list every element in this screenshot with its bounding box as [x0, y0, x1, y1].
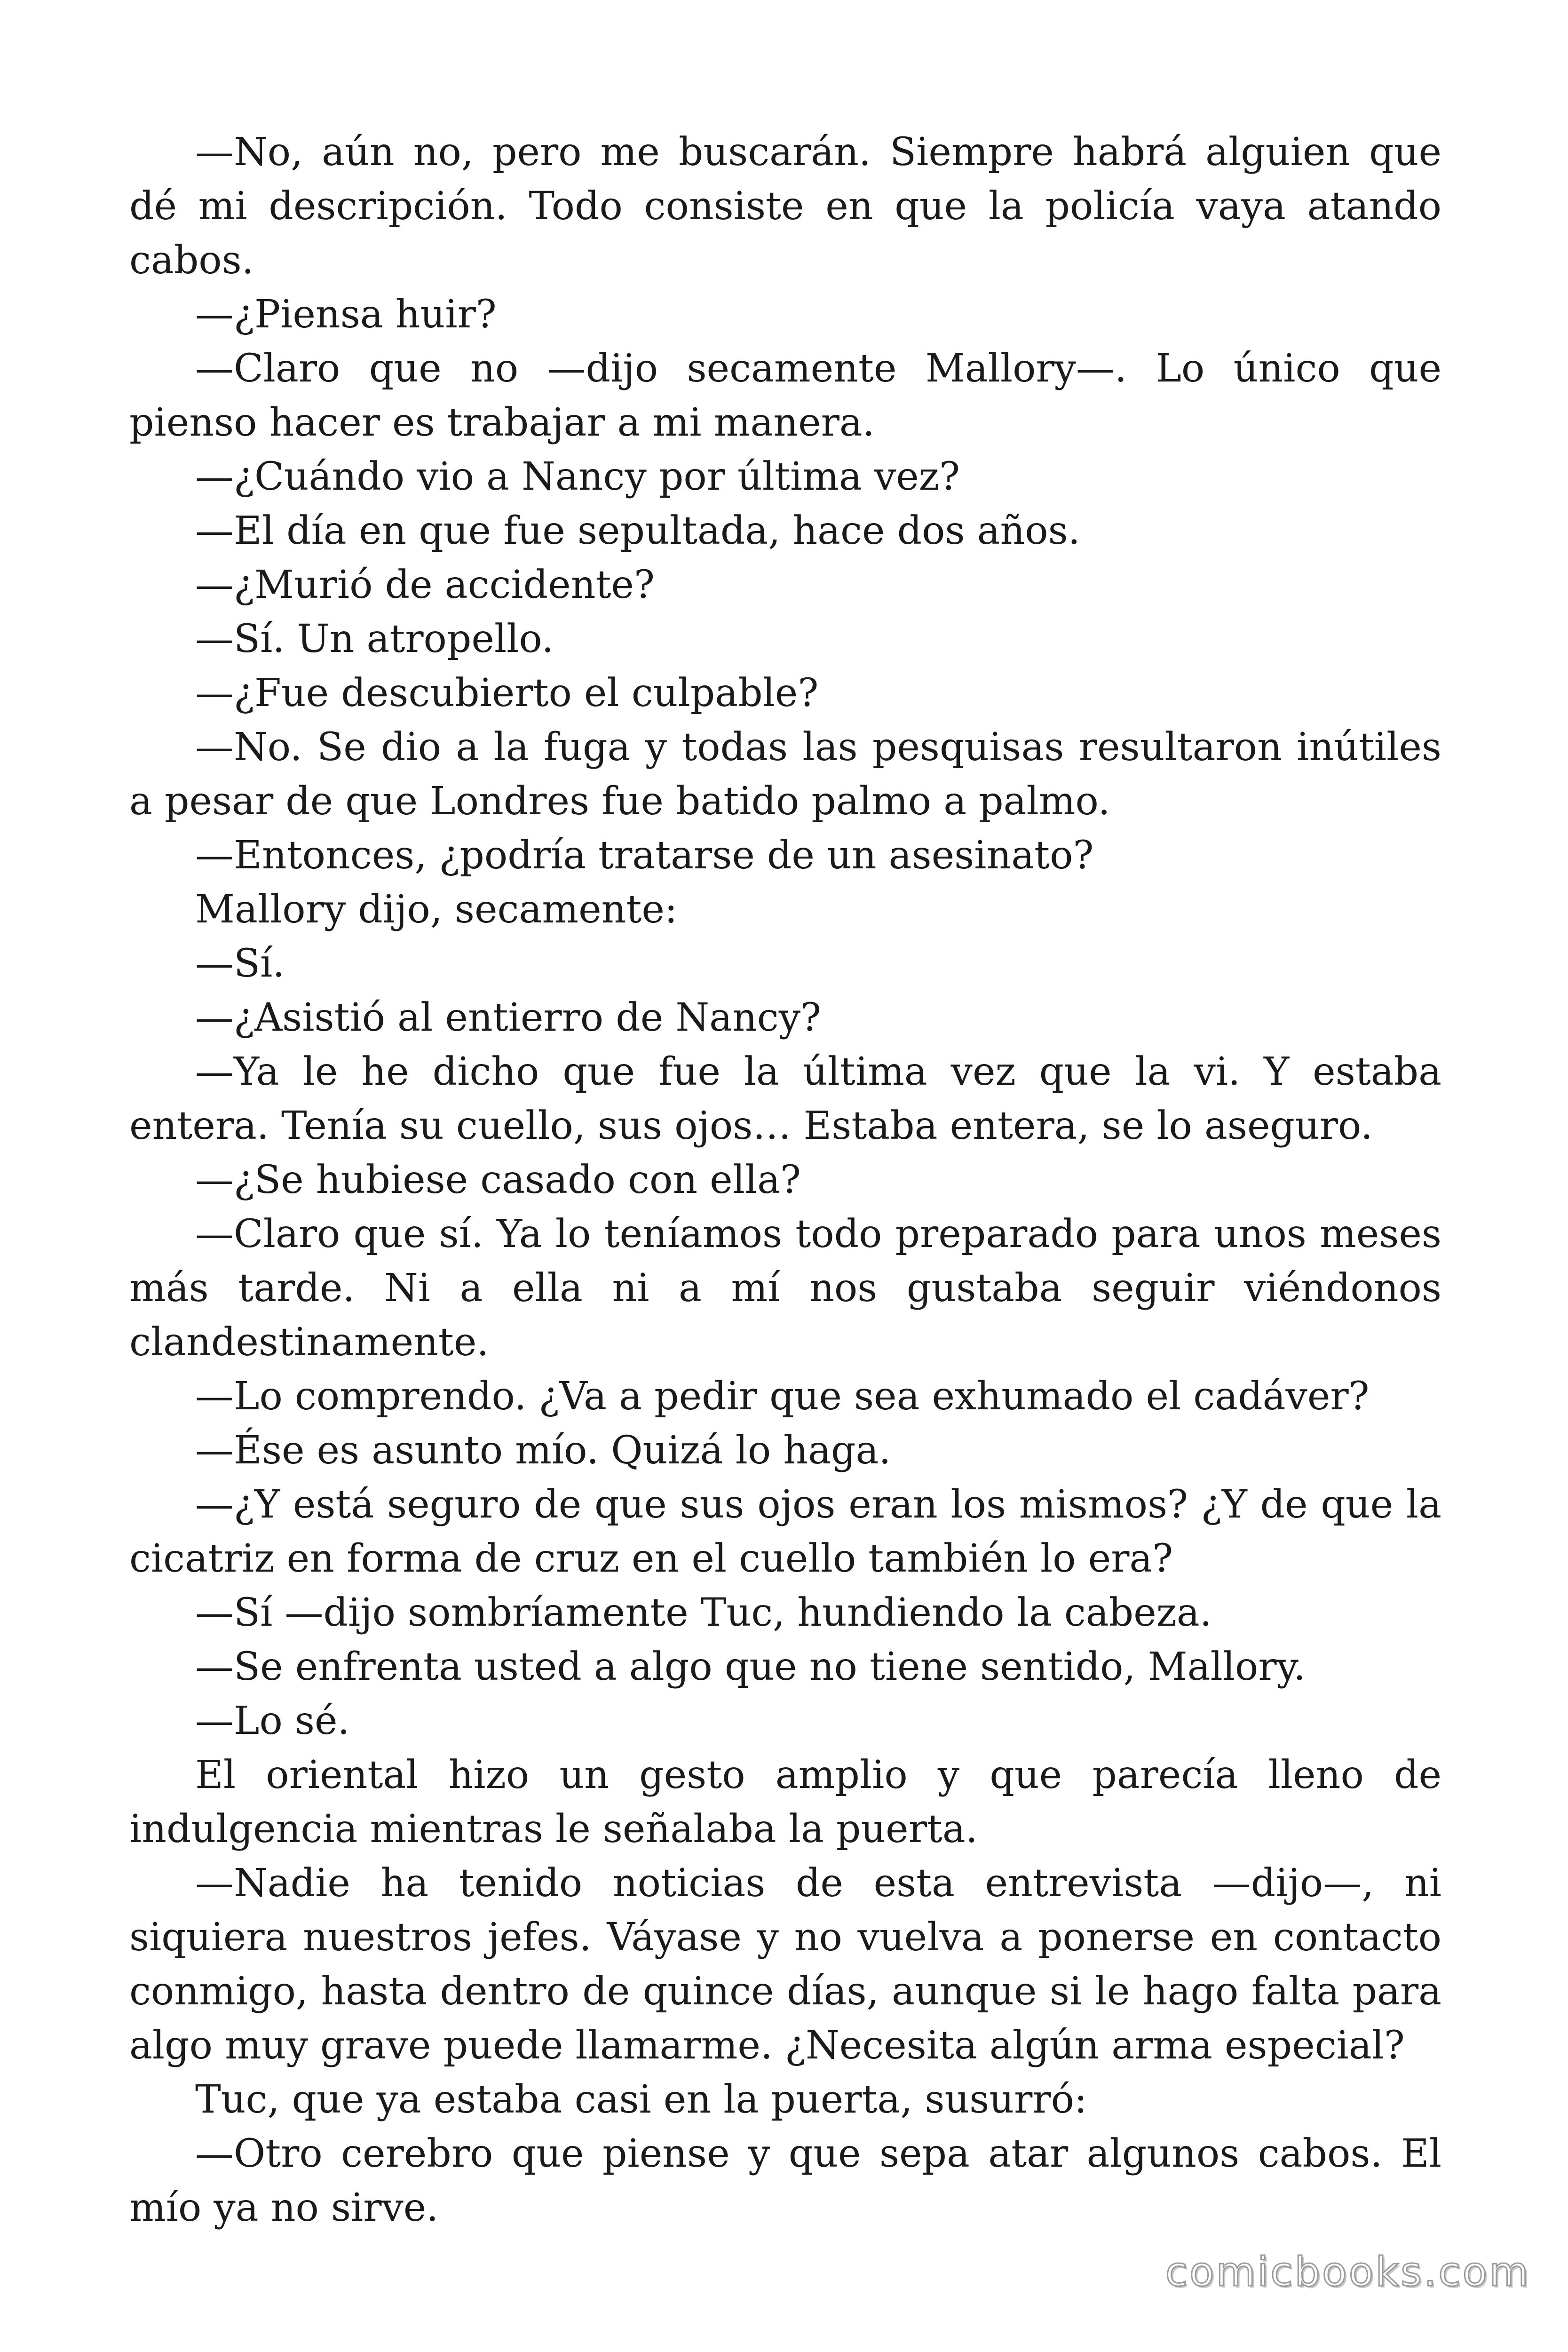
paragraph: —Otro cerebro que piense y que sepa atar algunos cabos. El mío ya no sirve. [129, 2131, 1441, 2230]
paragraph: —¿Se hubiese casado con ella? [195, 1158, 801, 1202]
paragraph: Mallory dijo, secamente: [195, 887, 678, 932]
paragraph: —Sí —dijo sombríamente Tuc, hundiendo la cabeza. [195, 1590, 1212, 1635]
paragraph: Tuc, que ya estaba casi en la puerta, susurró: [195, 2077, 1087, 2122]
paragraph: —Claro que no —dijo secamente Mallory—. Lo único que pienso hacer es trabajar a mi manera. [129, 346, 1441, 445]
paragraph: —¿Cuándo vio a Nancy por última vez? [195, 454, 960, 499]
paragraph: —Claro que sí. Ya lo teníamos todo preparado para unos meses más tarde. Ni a ella ni a mí nos gustaba seguir viéndonos clandestinamente. [129, 1212, 1441, 1365]
paragraph: —No. Se dio a la fuga y todas las pesquisas resultaron inútiles a pesar de que Londres fue batido palmo a palmo. [129, 725, 1441, 824]
paragraph: —Entonces, ¿podría tratarse de un asesinato? [195, 833, 1094, 878]
paragraph: —Nadie ha tenido noticias de esta entrevista —dijo—, ni siquiera nuestros jefes. Váyase y no vuelva a ponerse en contacto conmigo, hasta dentro de quince días, aunque si le hago falta para algo muy grave puede llamarme. ¿Necesita algún arma especial? [129, 1861, 1441, 2068]
paragraph: —Ése es asunto mío. Quizá lo haga. [195, 1428, 891, 1473]
paragraph: —Ya le he dicho que fue la última vez que la vi. Y estaba entera. Tenía su cuello, sus ojos… Estaba entera, se lo aseguro. [129, 1049, 1441, 1148]
paragraph: —¿Y está seguro de que sus ojos eran los mismos? ¿Y de que la cicatriz en forma de cruz en el cuello también lo era? [129, 1482, 1441, 1581]
paragraph: —¿Piensa huir? [195, 292, 497, 337]
paragraph: El oriental hizo un gesto amplio y que parecía lleno de indulgencia mientras le señalaba la puerta. [129, 1753, 1441, 1851]
watermark: comicbooks.com [1165, 2249, 1530, 2296]
paragraph: —No, aún no, pero me buscarán. Siempre habrá alguien que dé mi descripción. Todo consiste en que la policía vaya atando cabos. [129, 130, 1441, 283]
paragraph: —Sí. Un atropello. [195, 617, 554, 661]
paragraph: —Lo sé. [195, 1699, 350, 1743]
paragraph: —Sí. [195, 941, 285, 986]
paragraph: —¿Asistió al entierro de Nancy? [195, 995, 821, 1040]
paragraph: —¿Murió de accidente? [195, 563, 655, 607]
paragraph: —Se enfrenta usted a algo que no tiene sentido, Mallory. [195, 1645, 1306, 1689]
paragraph: —Lo comprendo. ¿Va a pedir que sea exhumado el cadáver? [195, 1374, 1370, 1419]
paragraph: —¿Fue descubierto el culpable? [195, 671, 819, 715]
page-body [129, 125, 1441, 2235]
paragraph: —El día en que fue sepultada, hace dos años. [195, 509, 1080, 553]
